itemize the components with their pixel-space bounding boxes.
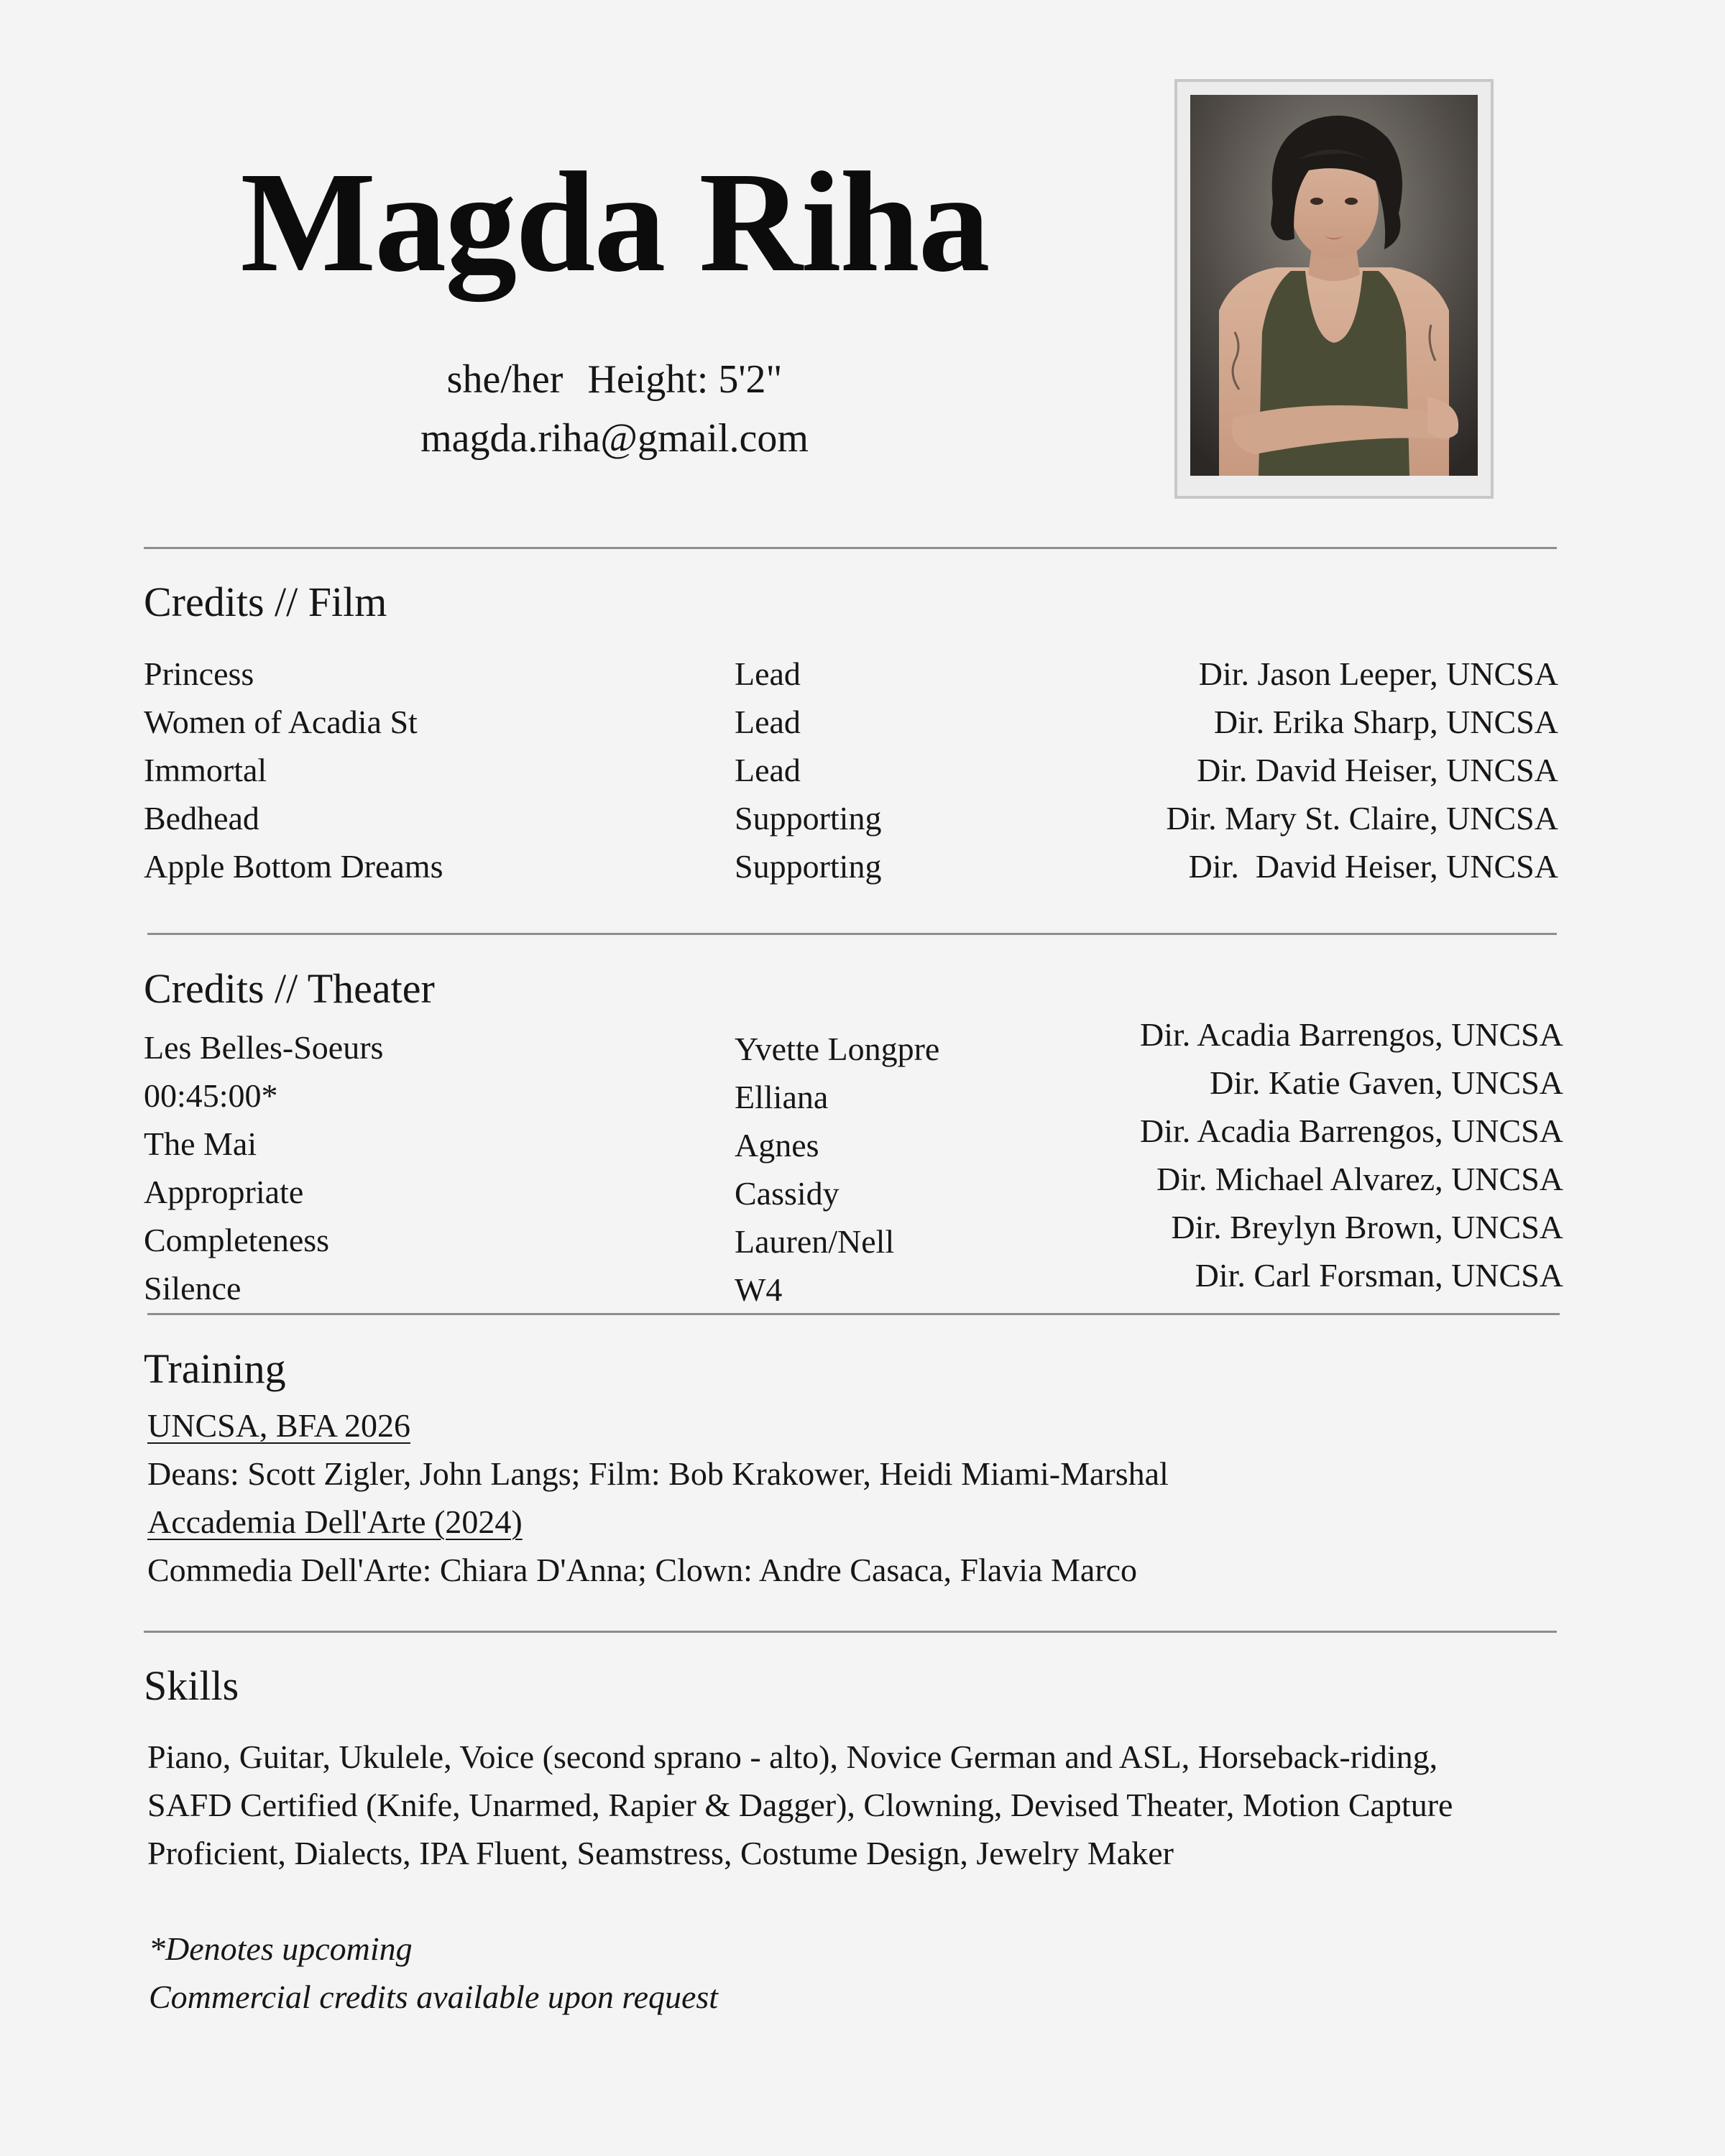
credit-role: Agnes <box>735 1127 819 1164</box>
credit-director: Dir. Acadia Barrengos, UNCSA <box>1140 1016 1563 1053</box>
skills-line: Proficient, Dialects, IPA Fluent, Seamstress, Costume Design, Jewelry Maker <box>147 1835 1174 1871</box>
credit-director: Dir. Breylyn Brown, UNCSA <box>1171 1209 1563 1245</box>
headshot-frame <box>1174 79 1494 499</box>
height: Height: 5'2" <box>587 357 783 402</box>
credit-role: Yvette Longpre <box>735 1031 940 1067</box>
credit-director: Dir. David Heiser, UNCSA <box>1197 752 1558 788</box>
skills-section-title: Skills <box>144 1662 239 1709</box>
training-section-title: Training <box>144 1345 286 1392</box>
divider <box>144 547 1557 549</box>
credit-title: The Mai <box>144 1125 257 1162</box>
credit-director: Dir. Carl Forsman, UNCSA <box>1195 1257 1563 1294</box>
credit-role: Lauren/Nell <box>735 1223 895 1260</box>
credit-title: Appropriate <box>144 1174 304 1210</box>
credit-role: Supporting <box>735 800 882 837</box>
film-credit-row <box>144 650 1558 698</box>
credit-director: Dir. Katie Gaven, UNCSA <box>1210 1064 1563 1101</box>
divider <box>147 1313 1560 1315</box>
credit-title: Immortal <box>144 752 267 788</box>
pronouns: she/her <box>446 357 564 402</box>
credit-director: Dir. Michael Alvarez, UNCSA <box>1156 1161 1563 1197</box>
credit-role: Elliana <box>735 1079 829 1115</box>
credit-director: Dir. David Heiser, UNCSA <box>1188 848 1558 885</box>
training-school-uncsa: UNCSA, BFA 2026 <box>147 1407 410 1444</box>
credit-title: Completeness <box>144 1222 330 1258</box>
credit-role: Lead <box>735 752 801 788</box>
film-credit-row <box>144 794 1558 842</box>
headshot-photo <box>1190 95 1478 476</box>
upcoming-note: *Denotes upcoming <box>149 1930 413 1967</box>
film-credit-row <box>144 746 1558 794</box>
email: magda.riha@gmail.com <box>420 416 809 461</box>
commercial-note: Commercial credits available upon request <box>149 1978 719 2015</box>
credit-title: Princess <box>144 655 254 692</box>
film-section-title: Credits // Film <box>144 579 387 625</box>
credit-director: Dir. Jason Leeper, UNCSA <box>1198 655 1558 692</box>
credit-role: Cassidy <box>735 1175 840 1212</box>
credit-role: Lead <box>735 655 801 692</box>
credit-role: W4 <box>735 1271 783 1308</box>
training-school-accademia: Accademia Dell'Arte (2024) <box>147 1503 523 1540</box>
actor-name: Magda Riha <box>240 143 989 302</box>
credit-director: Dir. Erika Sharp, UNCSA <box>1213 704 1558 740</box>
film-credit-row <box>144 698 1558 746</box>
credit-title: Silence <box>144 1270 242 1307</box>
credit-director: Dir. Acadia Barrengos, UNCSA <box>1140 1112 1563 1149</box>
credit-role: Supporting <box>735 848 882 885</box>
theater-credit-row <box>144 1257 1563 1312</box>
theater-section-title: Credits // Theater <box>144 965 435 1012</box>
credit-title: Bedhead <box>144 800 259 837</box>
credit-title: Les Belles-Soeurs <box>144 1029 384 1066</box>
credit-title: Apple Bottom Dreams <box>144 848 443 885</box>
training-uncsa-teachers: Deans: Scott Zigler, John Langs; Film: Bob Krakower, Heidi Miami-Marshal <box>147 1455 1169 1492</box>
credit-title: 00:45:00* <box>144 1077 278 1114</box>
credit-director: Dir. Mary St. Claire, UNCSA <box>1166 800 1558 837</box>
training-accademia-teachers: Commedia Dell'Arte: Chiara D'Anna; Clown: Andre Casaca, Flavia Marco <box>147 1552 1138 1588</box>
skills-line: SAFD Certified (Knife, Unarmed, Rapier & Dagger), Clowning, Devised Theater, Motion Capture <box>147 1787 1453 1823</box>
credit-role: Lead <box>735 704 801 740</box>
film-credit-row <box>144 842 1558 890</box>
divider <box>147 933 1557 935</box>
skills-line: Piano, Guitar, Ukulele, Voice (second sprano - alto), Novice German and ASL, Horseback-riding, <box>147 1738 1438 1775</box>
divider <box>144 1631 1557 1633</box>
credit-title: Women of Acadia St <box>144 704 418 740</box>
personal-info <box>0 359 1229 400</box>
